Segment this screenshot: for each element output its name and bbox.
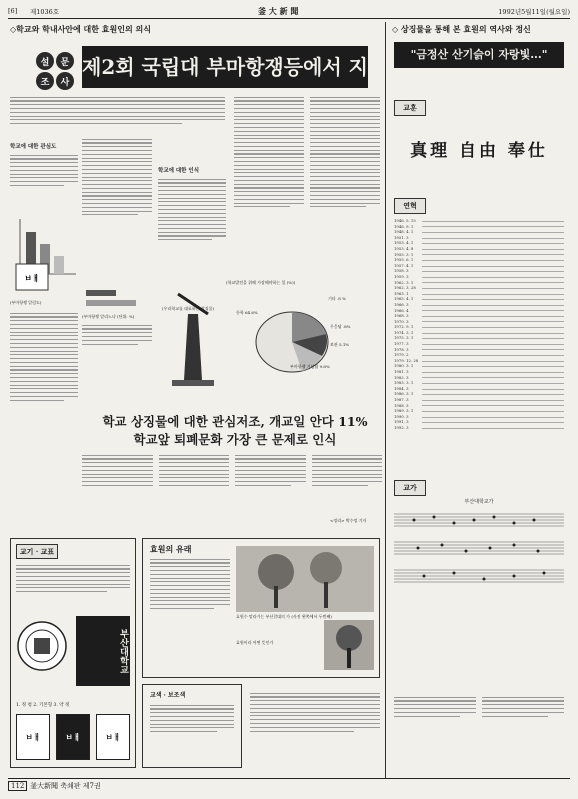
- chronology-text: [422, 355, 564, 356]
- chronology-year: 1957. 4. 1: [394, 262, 414, 268]
- chronology-year: 1959. 3: [394, 273, 409, 279]
- chronology-year: 1984. 3: [394, 385, 409, 391]
- chronology-year: 1966. 4: [394, 307, 409, 313]
- chronology-text: [422, 338, 564, 339]
- chronology-year: 1991. 3: [394, 419, 409, 425]
- chronology-text: [422, 389, 564, 390]
- chronology-year: 1962. 3. 1: [394, 279, 414, 285]
- chronology-text: [422, 232, 564, 233]
- chronology-text: [422, 422, 564, 423]
- chronology-text: [422, 221, 564, 222]
- footer-paper: 釜大新聞 축쇄판 제7권: [30, 782, 101, 790]
- pie-chart: [232, 290, 372, 390]
- tree-title: 효원의 유래: [150, 544, 192, 554]
- chronology-text: [422, 226, 564, 227]
- chronology-year: 1978. 3: [394, 346, 409, 352]
- tree-photo-image: [236, 546, 374, 612]
- chronology-text: [422, 417, 564, 418]
- column-1-text: [10, 152, 78, 212]
- chronology-year: 1987. 3: [394, 397, 409, 402]
- tree-text: [150, 556, 230, 666]
- chronology-year: 1990. 3: [394, 413, 409, 419]
- chronology-text: [422, 288, 564, 289]
- chronology-year: 1988. 3: [394, 402, 409, 408]
- chronology-text: [422, 361, 564, 362]
- chronology-text: [422, 372, 564, 373]
- chronology-year: 1989. 3. 1: [394, 408, 414, 414]
- issue-number: 제1036호: [30, 8, 60, 16]
- pie-legend-5: 부마항쟁 기념탑 9.6%: [290, 364, 330, 369]
- pie-legend-1: 기타 .8 %: [328, 296, 346, 301]
- chronology-text: [422, 405, 564, 406]
- song-lyrics: [394, 694, 564, 774]
- university-emblem-icon: [16, 616, 68, 686]
- motto: 真理 自由 奉仕: [410, 141, 548, 161]
- chronology-year: 1992. 3: [394, 424, 409, 430]
- svg-text:ㅂㅐ: ㅂㅐ: [24, 274, 40, 283]
- emblem-small-icon: [14, 262, 50, 292]
- music-score-icon: [394, 508, 564, 594]
- page-header: [8, 6, 570, 19]
- chronology-year: 1955. 3. 1: [394, 251, 414, 257]
- column-3-text: [158, 176, 226, 294]
- chronology-year: 1963. 1: [394, 290, 409, 296]
- issue-date: 1992년5월11일(월요일): [498, 8, 570, 16]
- column-2-text: [82, 136, 152, 284]
- song-tag: 교가: [394, 480, 426, 496]
- footer-page: 112: [8, 781, 27, 791]
- chronology-year: 1979. 2: [394, 352, 409, 358]
- logo-variant-2: ㅂㅐ: [56, 714, 90, 760]
- badge-char-2: 문: [56, 52, 74, 70]
- chronology-text: [422, 238, 564, 239]
- chronology-year: 1948. 4. 1: [394, 229, 414, 235]
- tree-caption: 효원수 말라가는 부산갈대의 가 (사진 왼쪽에서 두번째): [236, 614, 332, 619]
- tree-photo: [236, 546, 374, 612]
- chronology-year: 1955. 6. 1: [394, 257, 414, 263]
- column-4-text: [234, 94, 304, 274]
- pie-legend-3: 무응답 .8%: [330, 324, 351, 329]
- big-headline-2: 학교앞 퇴폐문화 가장 큰 문제로 인식: [133, 432, 337, 447]
- chronology-text: [422, 366, 564, 367]
- song-score: [394, 508, 564, 594]
- page-number: [6]: [8, 7, 18, 15]
- chronology-text: [422, 271, 564, 272]
- colors-text: [150, 702, 234, 762]
- chronology-text: [422, 333, 564, 334]
- bottom-text: [82, 452, 382, 512]
- chronology-year: 1966. 3: [394, 301, 409, 307]
- chronology-text: [422, 344, 564, 345]
- chronology-text: [422, 327, 564, 328]
- chronology-year: 1968. 3: [394, 313, 409, 319]
- chronology-year: 1974. 3. 1: [394, 329, 414, 335]
- chronology-year: 1981. 3: [394, 369, 409, 375]
- tree-photo-2: [324, 620, 374, 670]
- subhead-perception: 학교에 대한 인식: [158, 168, 200, 174]
- pie-legend-2: 등학 64.6%: [236, 310, 258, 315]
- logo-variant-3: ㅂㅐ: [96, 714, 130, 760]
- page-footer: [8, 778, 570, 791]
- symbols-caption: 1. 정 청 2. 기본형 3. 약 정: [16, 703, 70, 708]
- column-5-text: [310, 94, 380, 274]
- chronology-year: 1975. 3. 1: [394, 335, 414, 341]
- column-2-text-b: [82, 322, 152, 362]
- caption-3: (우리학교를 대표하는 상징물): [162, 306, 215, 311]
- chronology-year: 1986. 3. 1: [394, 391, 414, 397]
- chronology-text: [422, 377, 564, 378]
- chronology-text: [422, 310, 564, 311]
- chronology-year: 1983. 3. 1: [394, 380, 414, 386]
- history-banner: "금정산 산기슭이 자랑빛...": [394, 42, 564, 68]
- chronology-text: [422, 277, 564, 278]
- survey-banner: 제2회 국립대 부마항쟁등에서 지: [82, 46, 368, 88]
- logo-variant-1: ㅂㅐ: [16, 714, 50, 760]
- tower-graphic: [158, 284, 228, 392]
- chronology-row: [394, 425, 564, 431]
- survey-footnote: <정리> 박수정 기자: [330, 518, 367, 523]
- masthead: 釜 大 新 聞: [258, 6, 299, 16]
- chronology-text: [422, 305, 564, 306]
- tree-photo-2-image: [324, 620, 374, 670]
- emblem-small: [14, 262, 50, 292]
- chronology-text: [422, 349, 564, 350]
- chronology-text: [422, 260, 564, 261]
- chronology-text: [422, 428, 564, 429]
- tree-caption-2: 효원이라 어떤 뜻인가: [236, 640, 274, 645]
- chronology-text: [422, 394, 564, 395]
- chronology-year: 1962. 3. 28: [394, 285, 416, 291]
- symbols-section-title: 교기 · 교표: [16, 544, 58, 559]
- chronology-year: 1979. 12. 28: [394, 357, 419, 363]
- survey-section-title: ◇학교와 학내사안에 대한 효원인의 의식: [10, 24, 151, 34]
- badge-char-1: 설: [36, 52, 54, 70]
- column-1-text-b: [10, 310, 78, 474]
- tower-illustration: [158, 284, 228, 392]
- emblem-large: [16, 616, 68, 686]
- bar-graphic-2: [82, 286, 152, 312]
- chronology-text: [422, 266, 564, 267]
- chronology-year: 1946. 9. 1: [394, 223, 414, 229]
- chronology-text: [422, 400, 564, 401]
- chronology-list: [394, 218, 564, 474]
- chronology-text: [422, 249, 564, 250]
- motto-tag: 교훈: [394, 100, 426, 116]
- chronology-text: [422, 411, 564, 412]
- caption-2: (부마항쟁 알리느냐 (단위: %): [82, 314, 135, 319]
- chronology-year: 1982. 3: [394, 374, 409, 380]
- pie-chart-svg: [232, 290, 372, 390]
- chronology-text: [422, 294, 564, 295]
- badge-char-3: 조: [36, 72, 54, 90]
- badge-char-4: 사: [56, 72, 74, 90]
- subhead-interest: 학교에 대한 관심도: [10, 144, 57, 150]
- big-headline-1: 학교 상징물에 대한 관심저조, 개교일 안다 11%: [102, 414, 368, 429]
- chronology-text: [422, 299, 564, 300]
- logo-variants: [16, 714, 130, 760]
- chronology-text: [422, 321, 564, 322]
- song-title: 부산대학교가: [464, 499, 494, 505]
- column-divider: [385, 22, 386, 778]
- chronology-year: 1951. 3: [394, 234, 409, 240]
- colors-list: [250, 690, 380, 768]
- chronology-year: 1977. 3: [394, 341, 409, 347]
- chronology-text: [422, 254, 564, 255]
- chronology-year: 1953. 4. 8: [394, 245, 414, 251]
- bar-graphic-2-svg: [82, 286, 152, 312]
- pie-legend-4: 보관 5.1%: [330, 342, 350, 347]
- chronology-tag: 연혁: [394, 198, 426, 214]
- chronology-text: [422, 243, 564, 244]
- caption-4: (학교발전을 위해 가장해야하는 일 (%)): [226, 280, 296, 285]
- symbols-text: [16, 562, 130, 612]
- chronology-year: 1980. 3. 1: [394, 363, 414, 369]
- emblem-vertical: 부산대학교: [76, 616, 130, 686]
- colors-title: 교색 · 보조색: [150, 692, 186, 699]
- chronology-text: [422, 383, 564, 384]
- chronology-text: [422, 316, 564, 317]
- chronology-year: 1965. 4. 1: [394, 296, 414, 302]
- intro-text: [10, 94, 225, 127]
- chronology-year: 1958. 3: [394, 268, 409, 274]
- chronology-year: 1970. 3: [394, 318, 409, 324]
- history-section-title: ◇ 상징물을 통해 본 효원의 역사와 정신: [392, 24, 531, 34]
- caption-1: (부마항쟁 알림도): [10, 300, 42, 305]
- chronology-year: 1953. 4. 1: [394, 240, 414, 246]
- chronology-year: 1946. 5. 15: [394, 218, 416, 223]
- chronology-text: [422, 282, 564, 283]
- chronology-year: 1972. 9. 1: [394, 324, 414, 330]
